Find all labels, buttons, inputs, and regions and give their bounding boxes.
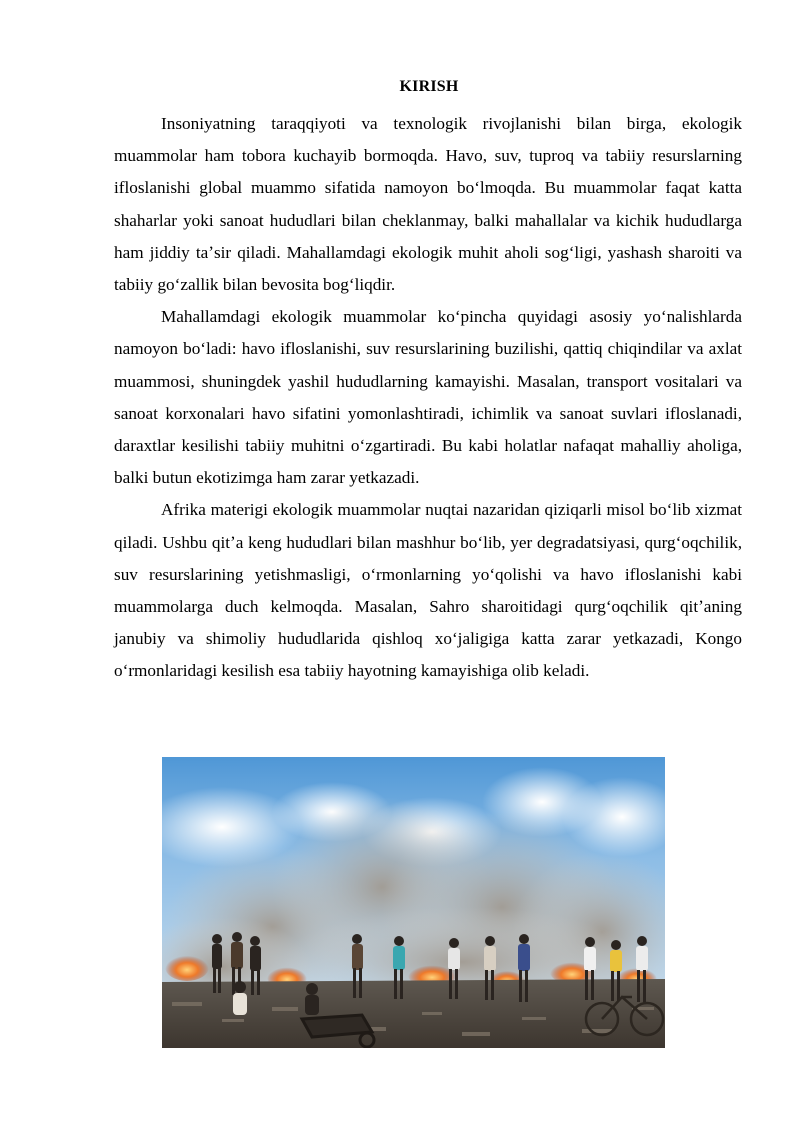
- burning-dump-photo: [162, 757, 665, 1048]
- paragraph-local-problems: Mahallamdagi ekologik muammolar koʻpincha quyidagi asosiy yoʻnalishlarda namoyon boʻladi: havo ifloslanishi, suv resurslarining buzilishi, qattiq chiqindilar va axlat muammosi, shuningdek yashil hududlarning kamayishi. Masalan, transport vositalari va sanoat korxonalari havo sifatini yomonlashtiradi, ichimlik va sanoat suvlari ifloslanadi, daraxtlar kesilishi tabiiy muhitni oʻzgartiradi. Bu kabi holatlar nafaqat mahalliy aholiga, balki butun ekotizimga ham zarar yetkazadi.: [114, 307, 742, 488]
- body-text: [114, 108, 742, 688]
- paragraph-africa-example: Afrika materigi ekologik muammolar nuqtai nazaridan qiziqarli misol boʻlib xizmat qiladi. Ushbu qitʼa keng hududlari bilan mashhur boʻlib, yer degradatsiyasi, qurgʻoqchilik, suv resurslarining yetishmasligi, oʻrmonlarning yoʻqolishi va havo ifloslanishi kabi muammolarga duch kelmoqda. Masalan, Sahro sharoitidagi qurgʻoqchilik qitʼaning janubiy va shimoliy hududlarida qishloq xoʻjaligiga katta zarar yetkazadi, Kongo oʻrmonlaridagi kesilish esa tabiiy hayotning kamayishiga olib keladi.: [114, 500, 742, 681]
- paragraph-intro: Insoniyatning taraqqiyoti va texnologik rivojlanishi bilan birga, ekologik muammolar ham tobora kuchayib bormoqda. Havo, suv, tuproq va tabiiy resurslarning ifloslanishi global muammo sifatida namoyon boʻlmoqda. Bu muammolar faqat katta shaharlar yoki sanoat hududlari bilan cheklanmay, balki mahallalar va kichik hududlarga ham jiddiy taʼsir qiladi. Mahallamdagi ekologik muhit aholi sogʻligi, yashash sharoiti va tabiiy goʻzallik bilan bevosita bogʻliqdir.: [114, 114, 742, 295]
- page-title: KIRISH: [399, 78, 459, 95]
- person: [233, 981, 247, 1015]
- person: [305, 983, 319, 1015]
